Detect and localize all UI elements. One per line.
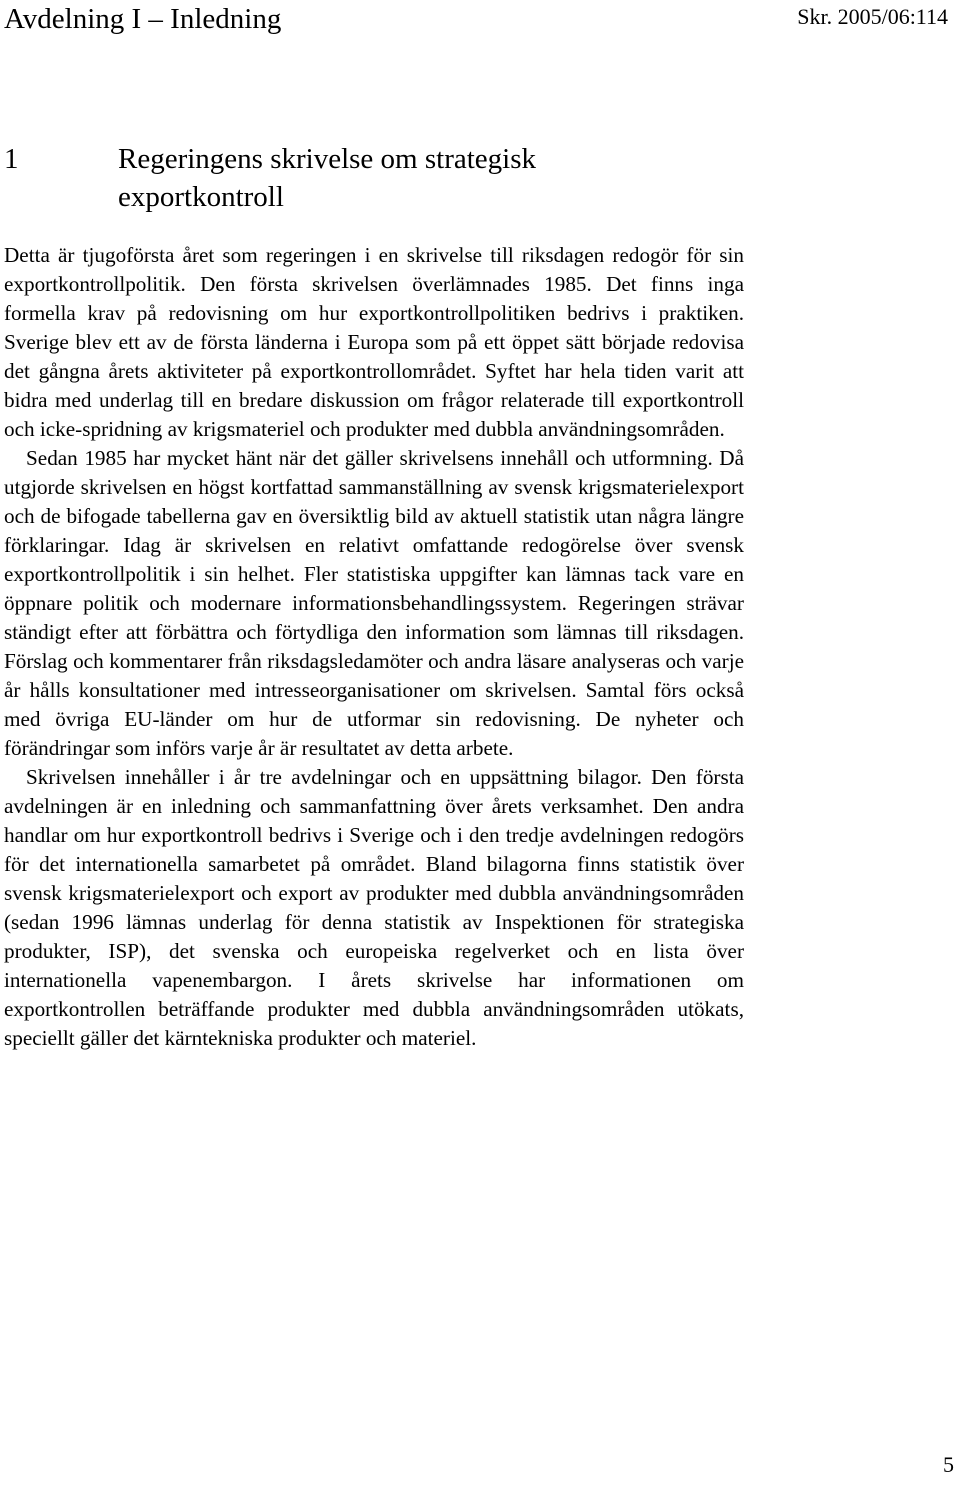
paragraph-1: Detta är tjugoförsta året som regeringen i en skrivelse till riksdagen redogör för sin exportkontrollpolitik. Den första skrivelsen överlämnades 1985. Det finns inga formella krav på redovisning om hur exportkontrollpolitiken bedrivs i praktiken. Sverige blev ett av de första länderna i Europa som på ett öppet sätt började redovisa det gångna årets aktiviteter på exportkontrollområdet. Syftet har hela tiden varit att bidra med underlag till en bredare diskussion om frågor relaterade till exportkontroll och icke-spridning av krigsmateriel och produkter med dubbla användningsområden. (4, 243, 744, 441)
section-header: Avdelning I – Inledning (4, 3, 282, 35)
page-number: 5 (943, 1452, 954, 1477)
document-reference: Skr. 2005/06:114 (797, 4, 948, 29)
body-text (4, 241, 744, 1053)
chapter-number: 1 (4, 143, 19, 175)
chapter-title: Regeringens skrivelse om strategisk exportkontroll (118, 143, 536, 213)
paragraph-2: Sedan 1985 har mycket hänt när det gäller skrivelsens innehåll och utformning. Då utgjorde skrivelsen en högst kortfattad sammanställning av svensk krigsmaterielexport och de bifogade tabellerna gav en översiktlig bild av aktuell statistik utan några längre förklaringar. Idag är skrivelsen en relativt omfattande redogörelse över svensk exportkontrollpolitik i sin helhet. Fler statistiska uppgifter kan lämnas tack vare en öppnare politik och modernare informationsbehandlingssystem. Regeringen strävar ständigt efter att förbättra och förtydliga den information som lämnas till riksdagen. Förslag och kommentarer från riksdagsledamöter och andra läsare analyseras och varje år hålls konsultationer med intresseorganisationer om skrivelsen. Samtal förs också med övriga EU-länder om hur de utformar sin redovisning. De nyheter och förändringar som införs varje år är resultatet av detta arbete. (4, 446, 744, 760)
paragraph-3: Skrivelsen innehåller i år tre avdelningar och en uppsättning bilagor. Den första avdelningen är en inledning och sammanfattning över årets verksamhet. Den andra handlar om hur exportkontroll bedrivs i Sverige och i den tredje avdelningen redogörs för det internationella samarbetet på området. Bland bilagorna finns statistik över svensk krigsmaterielexport och export av produkter med dubbla användningsområden (sedan 1996 lämnas underlag för denna statistik av Inspektionen för strategiska produkter, ISP), det svenska och europeiska regelverket och en lista över internationella vapenembargon. I årets skrivelse har informationen om exportkontrollen beträffande produkter med dubbla användningsområden utökats, speciellt gäller det kärntekniska produkter och materiel. (4, 765, 744, 1050)
